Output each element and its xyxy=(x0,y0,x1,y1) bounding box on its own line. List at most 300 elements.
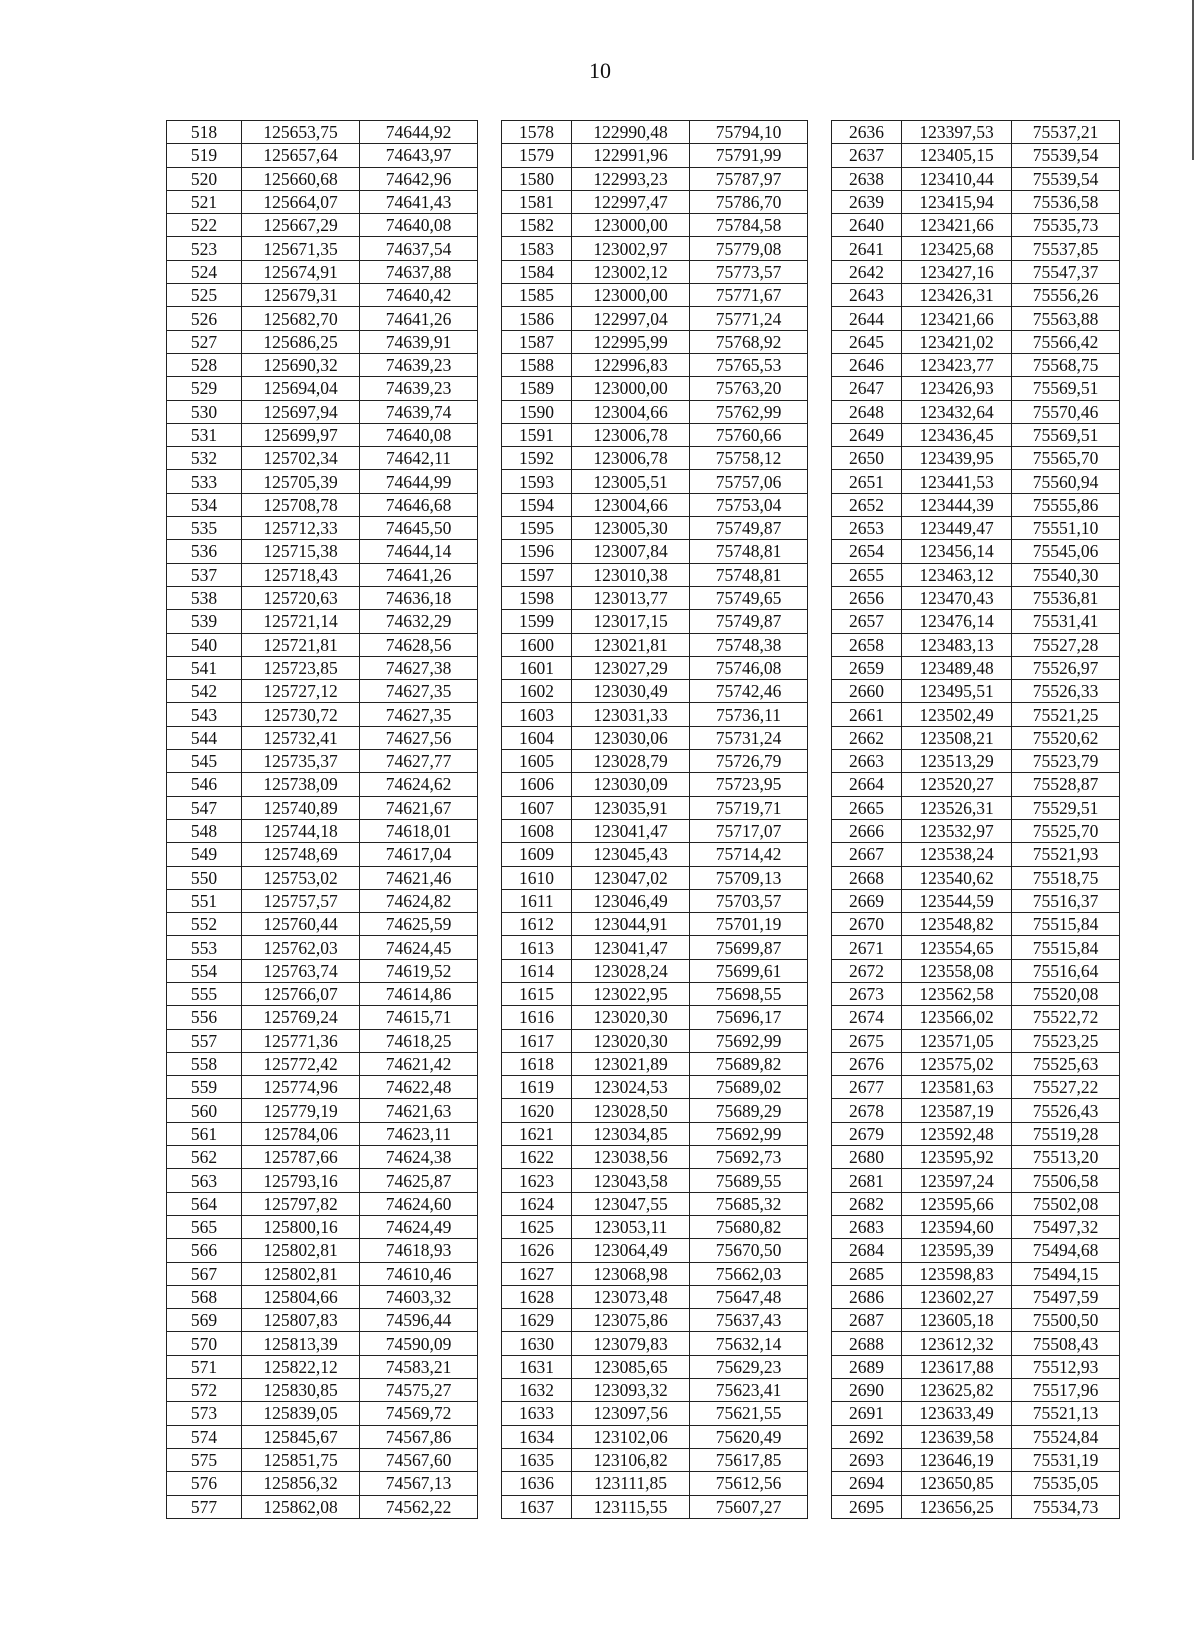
table-row xyxy=(167,703,1120,726)
column-gap xyxy=(808,237,832,260)
point-number-cell: 2650 xyxy=(832,447,902,470)
table-row xyxy=(167,1448,1120,1471)
x-coordinate-cell: 125804,66 xyxy=(242,1285,360,1308)
y-coordinate-cell: 75749,65 xyxy=(690,586,808,609)
point-number-cell: 526 xyxy=(167,307,242,330)
x-coordinate-cell: 123064,49 xyxy=(572,1239,690,1262)
y-coordinate-cell: 75537,85 xyxy=(1012,237,1120,260)
x-coordinate-cell: 123432,64 xyxy=(902,400,1012,423)
table-row xyxy=(167,796,1120,819)
y-coordinate-cell: 75517,96 xyxy=(1012,1379,1120,1402)
y-coordinate-cell: 75748,81 xyxy=(690,563,808,586)
x-coordinate-cell: 123597,24 xyxy=(902,1169,1012,1192)
y-coordinate-cell: 74615,71 xyxy=(360,1006,478,1029)
x-coordinate-cell: 125694,04 xyxy=(242,377,360,400)
x-coordinate-cell: 122997,47 xyxy=(572,190,690,213)
y-coordinate-cell: 74644,99 xyxy=(360,470,478,493)
column-gap xyxy=(808,1192,832,1215)
y-coordinate-cell: 75526,33 xyxy=(1012,680,1120,703)
y-coordinate-cell: 75537,21 xyxy=(1012,121,1120,144)
column-gap xyxy=(478,1332,502,1355)
point-number-cell: 2636 xyxy=(832,121,902,144)
x-coordinate-cell: 123106,82 xyxy=(572,1448,690,1471)
column-gap xyxy=(478,866,502,889)
x-coordinate-cell: 123426,93 xyxy=(902,377,1012,400)
column-gap xyxy=(478,1122,502,1145)
y-coordinate-cell: 75723,95 xyxy=(690,773,808,796)
x-coordinate-cell: 125712,33 xyxy=(242,517,360,540)
y-coordinate-cell: 75620,49 xyxy=(690,1425,808,1448)
column-gap xyxy=(808,1332,832,1355)
x-coordinate-cell: 123476,14 xyxy=(902,610,1012,633)
column-gap xyxy=(478,284,502,307)
column-gap xyxy=(808,1006,832,1029)
column-gap xyxy=(808,1355,832,1378)
point-number-cell: 1606 xyxy=(502,773,572,796)
x-coordinate-cell: 125757,57 xyxy=(242,889,360,912)
x-coordinate-cell: 125784,06 xyxy=(242,1122,360,1145)
x-coordinate-cell: 123405,15 xyxy=(902,144,1012,167)
x-coordinate-cell: 123068,98 xyxy=(572,1262,690,1285)
column-gap xyxy=(808,843,832,866)
point-number-cell: 521 xyxy=(167,190,242,213)
column-gap xyxy=(808,982,832,1005)
point-number-cell: 537 xyxy=(167,563,242,586)
column-gap xyxy=(478,1285,502,1308)
table-row xyxy=(167,726,1120,749)
x-coordinate-cell: 123021,81 xyxy=(572,633,690,656)
column-gap xyxy=(478,423,502,446)
x-coordinate-cell: 123000,00 xyxy=(572,377,690,400)
point-number-cell: 1626 xyxy=(502,1239,572,1262)
y-coordinate-cell: 75551,10 xyxy=(1012,517,1120,540)
y-coordinate-cell: 75791,99 xyxy=(690,144,808,167)
x-coordinate-cell: 123538,24 xyxy=(902,843,1012,866)
point-number-cell: 2659 xyxy=(832,656,902,679)
table-row xyxy=(167,1332,1120,1355)
y-coordinate-cell: 74624,60 xyxy=(360,1192,478,1215)
point-number-cell: 2683 xyxy=(832,1215,902,1238)
x-coordinate-cell: 122997,04 xyxy=(572,307,690,330)
y-coordinate-cell: 74627,56 xyxy=(360,726,478,749)
y-coordinate-cell: 75519,28 xyxy=(1012,1122,1120,1145)
point-number-cell: 2681 xyxy=(832,1169,902,1192)
point-number-cell: 544 xyxy=(167,726,242,749)
table-row xyxy=(167,190,1120,213)
y-coordinate-cell: 74614,86 xyxy=(360,982,478,1005)
x-coordinate-cell: 125797,82 xyxy=(242,1192,360,1215)
point-number-cell: 2691 xyxy=(832,1402,902,1425)
point-number-cell: 1620 xyxy=(502,1099,572,1122)
x-coordinate-cell: 123650,85 xyxy=(902,1472,1012,1495)
table-row xyxy=(167,493,1120,516)
point-number-cell: 530 xyxy=(167,400,242,423)
column-gap xyxy=(808,447,832,470)
point-number-cell: 2680 xyxy=(832,1146,902,1169)
x-coordinate-cell: 125720,63 xyxy=(242,586,360,609)
x-coordinate-cell: 123595,66 xyxy=(902,1192,1012,1215)
y-coordinate-cell: 74562,22 xyxy=(360,1495,478,1518)
point-number-cell: 519 xyxy=(167,144,242,167)
column-gap xyxy=(808,913,832,936)
column-gap xyxy=(808,190,832,213)
column-gap xyxy=(808,284,832,307)
y-coordinate-cell: 75556,26 xyxy=(1012,284,1120,307)
point-number-cell: 2677 xyxy=(832,1076,902,1099)
point-number-cell: 2641 xyxy=(832,237,902,260)
point-number-cell: 560 xyxy=(167,1099,242,1122)
x-coordinate-cell: 123548,82 xyxy=(902,913,1012,936)
point-number-cell: 1602 xyxy=(502,680,572,703)
x-coordinate-cell: 123594,60 xyxy=(902,1215,1012,1238)
y-coordinate-cell: 74583,21 xyxy=(360,1355,478,1378)
y-coordinate-cell: 75714,42 xyxy=(690,843,808,866)
y-coordinate-cell: 75637,43 xyxy=(690,1309,808,1332)
point-number-cell: 527 xyxy=(167,330,242,353)
table-row xyxy=(167,680,1120,703)
coordinates-table xyxy=(166,120,1120,1519)
table-row xyxy=(167,284,1120,307)
x-coordinate-cell: 125822,12 xyxy=(242,1355,360,1378)
x-coordinate-cell: 125699,97 xyxy=(242,423,360,446)
column-gap xyxy=(808,586,832,609)
point-number-cell: 531 xyxy=(167,423,242,446)
point-number-cell: 554 xyxy=(167,959,242,982)
column-gap xyxy=(478,1472,502,1495)
x-coordinate-cell: 123085,65 xyxy=(572,1355,690,1378)
x-coordinate-cell: 123097,56 xyxy=(572,1402,690,1425)
point-number-cell: 1600 xyxy=(502,633,572,656)
table-row xyxy=(167,959,1120,982)
column-gap xyxy=(478,750,502,773)
x-coordinate-cell: 123044,91 xyxy=(572,913,690,936)
point-number-cell: 1604 xyxy=(502,726,572,749)
y-coordinate-cell: 75753,04 xyxy=(690,493,808,516)
column-gap xyxy=(478,563,502,586)
point-number-cell: 536 xyxy=(167,540,242,563)
x-coordinate-cell: 123495,51 xyxy=(902,680,1012,703)
table-row xyxy=(167,866,1120,889)
x-coordinate-cell: 123075,86 xyxy=(572,1309,690,1332)
point-number-cell: 2661 xyxy=(832,703,902,726)
column-gap xyxy=(808,167,832,190)
y-coordinate-cell: 74622,48 xyxy=(360,1076,478,1099)
point-number-cell: 571 xyxy=(167,1355,242,1378)
x-coordinate-cell: 123566,02 xyxy=(902,1006,1012,1029)
table-row xyxy=(167,400,1120,423)
point-number-cell: 1607 xyxy=(502,796,572,819)
point-number-cell: 534 xyxy=(167,493,242,516)
point-number-cell: 520 xyxy=(167,167,242,190)
table-row xyxy=(167,517,1120,540)
x-coordinate-cell: 123571,05 xyxy=(902,1029,1012,1052)
y-coordinate-cell: 74621,46 xyxy=(360,866,478,889)
y-coordinate-cell: 75502,08 xyxy=(1012,1192,1120,1215)
y-coordinate-cell: 75689,29 xyxy=(690,1099,808,1122)
x-coordinate-cell: 123021,89 xyxy=(572,1052,690,1075)
x-coordinate-cell: 123595,92 xyxy=(902,1146,1012,1169)
x-coordinate-cell: 125753,02 xyxy=(242,866,360,889)
point-number-cell: 2648 xyxy=(832,400,902,423)
point-number-cell: 2649 xyxy=(832,423,902,446)
column-gap xyxy=(808,1309,832,1332)
x-coordinate-cell: 123470,43 xyxy=(902,586,1012,609)
table-row xyxy=(167,353,1120,376)
column-gap xyxy=(808,1379,832,1402)
x-coordinate-cell: 125760,44 xyxy=(242,913,360,936)
y-coordinate-cell: 75521,93 xyxy=(1012,843,1120,866)
point-number-cell: 2679 xyxy=(832,1122,902,1145)
column-gap xyxy=(478,121,502,144)
y-coordinate-cell: 74645,50 xyxy=(360,517,478,540)
column-gap xyxy=(808,1402,832,1425)
point-number-cell: 533 xyxy=(167,470,242,493)
column-gap xyxy=(808,726,832,749)
y-coordinate-cell: 75520,62 xyxy=(1012,726,1120,749)
x-coordinate-cell: 123423,77 xyxy=(902,353,1012,376)
x-coordinate-cell: 125718,43 xyxy=(242,563,360,586)
point-number-cell: 2663 xyxy=(832,750,902,773)
table-row xyxy=(167,1402,1120,1425)
page-number: 10 xyxy=(589,58,611,83)
y-coordinate-cell: 74624,38 xyxy=(360,1146,478,1169)
x-coordinate-cell: 123005,51 xyxy=(572,470,690,493)
point-number-cell: 1619 xyxy=(502,1076,572,1099)
table-row xyxy=(167,1262,1120,1285)
table-row xyxy=(167,656,1120,679)
column-gap xyxy=(808,796,832,819)
y-coordinate-cell: 74567,60 xyxy=(360,1448,478,1471)
table-row xyxy=(167,819,1120,842)
x-coordinate-cell: 123035,91 xyxy=(572,796,690,819)
column-gap xyxy=(808,1122,832,1145)
column-gap xyxy=(808,866,832,889)
y-coordinate-cell: 75719,71 xyxy=(690,796,808,819)
x-coordinate-cell: 125679,31 xyxy=(242,284,360,307)
column-gap xyxy=(808,470,832,493)
x-coordinate-cell: 123463,12 xyxy=(902,563,1012,586)
point-number-cell: 546 xyxy=(167,773,242,796)
y-coordinate-cell: 75731,24 xyxy=(690,726,808,749)
point-number-cell: 1583 xyxy=(502,237,572,260)
y-coordinate-cell: 75736,11 xyxy=(690,703,808,726)
y-coordinate-cell: 75521,25 xyxy=(1012,703,1120,726)
y-coordinate-cell: 75680,82 xyxy=(690,1215,808,1238)
x-coordinate-cell: 125779,19 xyxy=(242,1099,360,1122)
point-number-cell: 2637 xyxy=(832,144,902,167)
x-coordinate-cell: 123415,94 xyxy=(902,190,1012,213)
point-number-cell: 2672 xyxy=(832,959,902,982)
y-coordinate-cell: 75757,06 xyxy=(690,470,808,493)
x-coordinate-cell: 123002,97 xyxy=(572,237,690,260)
y-coordinate-cell: 75539,54 xyxy=(1012,144,1120,167)
column-gap xyxy=(478,377,502,400)
point-number-cell: 574 xyxy=(167,1425,242,1448)
y-coordinate-cell: 75529,51 xyxy=(1012,796,1120,819)
y-coordinate-cell: 74639,23 xyxy=(360,377,478,400)
x-coordinate-cell: 123646,19 xyxy=(902,1448,1012,1471)
table-row xyxy=(167,307,1120,330)
column-gap xyxy=(478,353,502,376)
y-coordinate-cell: 75632,14 xyxy=(690,1332,808,1355)
y-coordinate-cell: 75569,51 xyxy=(1012,377,1120,400)
column-gap xyxy=(478,656,502,679)
y-coordinate-cell: 74627,35 xyxy=(360,680,478,703)
x-coordinate-cell: 123022,95 xyxy=(572,982,690,1005)
y-coordinate-cell: 75526,97 xyxy=(1012,656,1120,679)
y-coordinate-cell: 75566,42 xyxy=(1012,330,1120,353)
y-coordinate-cell: 74618,01 xyxy=(360,819,478,842)
x-coordinate-cell: 123017,15 xyxy=(572,610,690,633)
x-coordinate-cell: 125845,67 xyxy=(242,1425,360,1448)
y-coordinate-cell: 75527,28 xyxy=(1012,633,1120,656)
column-gap xyxy=(808,1425,832,1448)
y-coordinate-cell: 75540,30 xyxy=(1012,563,1120,586)
y-coordinate-cell: 75528,87 xyxy=(1012,773,1120,796)
y-coordinate-cell: 75526,43 xyxy=(1012,1099,1120,1122)
point-number-cell: 2654 xyxy=(832,540,902,563)
x-coordinate-cell: 123575,02 xyxy=(902,1052,1012,1075)
y-coordinate-cell: 75779,08 xyxy=(690,237,808,260)
y-coordinate-cell: 75518,75 xyxy=(1012,866,1120,889)
y-coordinate-cell: 75771,67 xyxy=(690,284,808,307)
point-number-cell: 573 xyxy=(167,1402,242,1425)
column-gap xyxy=(808,307,832,330)
column-gap xyxy=(808,703,832,726)
table-row xyxy=(167,121,1120,144)
y-coordinate-cell: 75685,32 xyxy=(690,1192,808,1215)
table-row xyxy=(167,1099,1120,1122)
table-row xyxy=(167,1052,1120,1075)
point-number-cell: 1610 xyxy=(502,866,572,889)
x-coordinate-cell: 125769,24 xyxy=(242,1006,360,1029)
point-number-cell: 1629 xyxy=(502,1309,572,1332)
column-gap xyxy=(808,1495,832,1518)
y-coordinate-cell: 74632,29 xyxy=(360,610,478,633)
x-coordinate-cell: 123079,83 xyxy=(572,1332,690,1355)
table-row xyxy=(167,1076,1120,1099)
column-gap xyxy=(478,493,502,516)
point-number-cell: 559 xyxy=(167,1076,242,1099)
point-number-cell: 1612 xyxy=(502,913,572,936)
x-coordinate-cell: 122991,96 xyxy=(572,144,690,167)
x-coordinate-cell: 123005,30 xyxy=(572,517,690,540)
point-number-cell: 1611 xyxy=(502,889,572,912)
y-coordinate-cell: 75692,99 xyxy=(690,1122,808,1145)
y-coordinate-cell: 75748,38 xyxy=(690,633,808,656)
y-coordinate-cell: 75698,55 xyxy=(690,982,808,1005)
x-coordinate-cell: 125839,05 xyxy=(242,1402,360,1425)
point-number-cell: 2655 xyxy=(832,563,902,586)
point-number-cell: 2692 xyxy=(832,1425,902,1448)
x-coordinate-cell: 123053,11 xyxy=(572,1215,690,1238)
point-number-cell: 522 xyxy=(167,214,242,237)
point-number-cell: 557 xyxy=(167,1029,242,1052)
point-number-cell: 1628 xyxy=(502,1285,572,1308)
y-coordinate-cell: 75520,08 xyxy=(1012,982,1120,1005)
point-number-cell: 532 xyxy=(167,447,242,470)
x-coordinate-cell: 125721,14 xyxy=(242,610,360,633)
point-number-cell: 2665 xyxy=(832,796,902,819)
x-coordinate-cell: 125763,74 xyxy=(242,959,360,982)
y-coordinate-cell: 74596,44 xyxy=(360,1309,478,1332)
table-row xyxy=(167,1192,1120,1215)
x-coordinate-cell: 125800,16 xyxy=(242,1215,360,1238)
x-coordinate-cell: 123508,21 xyxy=(902,726,1012,749)
column-gap xyxy=(808,1099,832,1122)
column-gap xyxy=(478,633,502,656)
column-gap xyxy=(808,214,832,237)
x-coordinate-cell: 123115,55 xyxy=(572,1495,690,1518)
y-coordinate-cell: 74627,35 xyxy=(360,703,478,726)
point-number-cell: 2643 xyxy=(832,284,902,307)
column-gap xyxy=(808,1029,832,1052)
point-number-cell: 2684 xyxy=(832,1239,902,1262)
column-gap xyxy=(478,1215,502,1238)
x-coordinate-cell: 123612,32 xyxy=(902,1332,1012,1355)
x-coordinate-cell: 123410,44 xyxy=(902,167,1012,190)
column-gap xyxy=(478,889,502,912)
y-coordinate-cell: 75689,02 xyxy=(690,1076,808,1099)
point-number-cell: 1586 xyxy=(502,307,572,330)
y-coordinate-cell: 75689,82 xyxy=(690,1052,808,1075)
x-coordinate-cell: 123427,16 xyxy=(902,260,1012,283)
x-coordinate-cell: 123020,30 xyxy=(572,1029,690,1052)
point-number-cell: 2690 xyxy=(832,1379,902,1402)
x-coordinate-cell: 123425,68 xyxy=(902,237,1012,260)
y-coordinate-cell: 75607,27 xyxy=(690,1495,808,1518)
x-coordinate-cell: 125721,81 xyxy=(242,633,360,656)
point-number-cell: 561 xyxy=(167,1122,242,1145)
y-coordinate-cell: 75617,85 xyxy=(690,1448,808,1471)
x-coordinate-cell: 125682,70 xyxy=(242,307,360,330)
table-row xyxy=(167,586,1120,609)
x-coordinate-cell: 125738,09 xyxy=(242,773,360,796)
x-coordinate-cell: 125807,83 xyxy=(242,1309,360,1332)
y-coordinate-cell: 75563,88 xyxy=(1012,307,1120,330)
point-number-cell: 2667 xyxy=(832,843,902,866)
x-coordinate-cell: 125671,35 xyxy=(242,237,360,260)
x-coordinate-cell: 123000,00 xyxy=(572,214,690,237)
y-coordinate-cell: 74603,32 xyxy=(360,1285,478,1308)
y-coordinate-cell: 75547,37 xyxy=(1012,260,1120,283)
y-coordinate-cell: 75748,81 xyxy=(690,540,808,563)
table-row xyxy=(167,843,1120,866)
y-coordinate-cell: 75494,15 xyxy=(1012,1262,1120,1285)
column-gap xyxy=(478,796,502,819)
column-gap xyxy=(808,1262,832,1285)
point-number-cell: 1597 xyxy=(502,563,572,586)
x-coordinate-cell: 123046,49 xyxy=(572,889,690,912)
x-coordinate-cell: 123034,85 xyxy=(572,1122,690,1145)
y-coordinate-cell: 74642,11 xyxy=(360,447,478,470)
y-coordinate-cell: 75662,03 xyxy=(690,1262,808,1285)
y-coordinate-cell: 74641,26 xyxy=(360,307,478,330)
y-coordinate-cell: 75689,55 xyxy=(690,1169,808,1192)
point-number-cell: 1598 xyxy=(502,586,572,609)
point-number-cell: 535 xyxy=(167,517,242,540)
column-gap xyxy=(808,750,832,773)
y-coordinate-cell: 75545,06 xyxy=(1012,540,1120,563)
x-coordinate-cell: 125766,07 xyxy=(242,982,360,1005)
x-coordinate-cell: 125732,41 xyxy=(242,726,360,749)
column-gap xyxy=(808,633,832,656)
point-number-cell: 567 xyxy=(167,1262,242,1285)
point-number-cell: 2638 xyxy=(832,167,902,190)
table-row xyxy=(167,610,1120,633)
table-row xyxy=(167,1215,1120,1238)
point-number-cell: 1622 xyxy=(502,1146,572,1169)
